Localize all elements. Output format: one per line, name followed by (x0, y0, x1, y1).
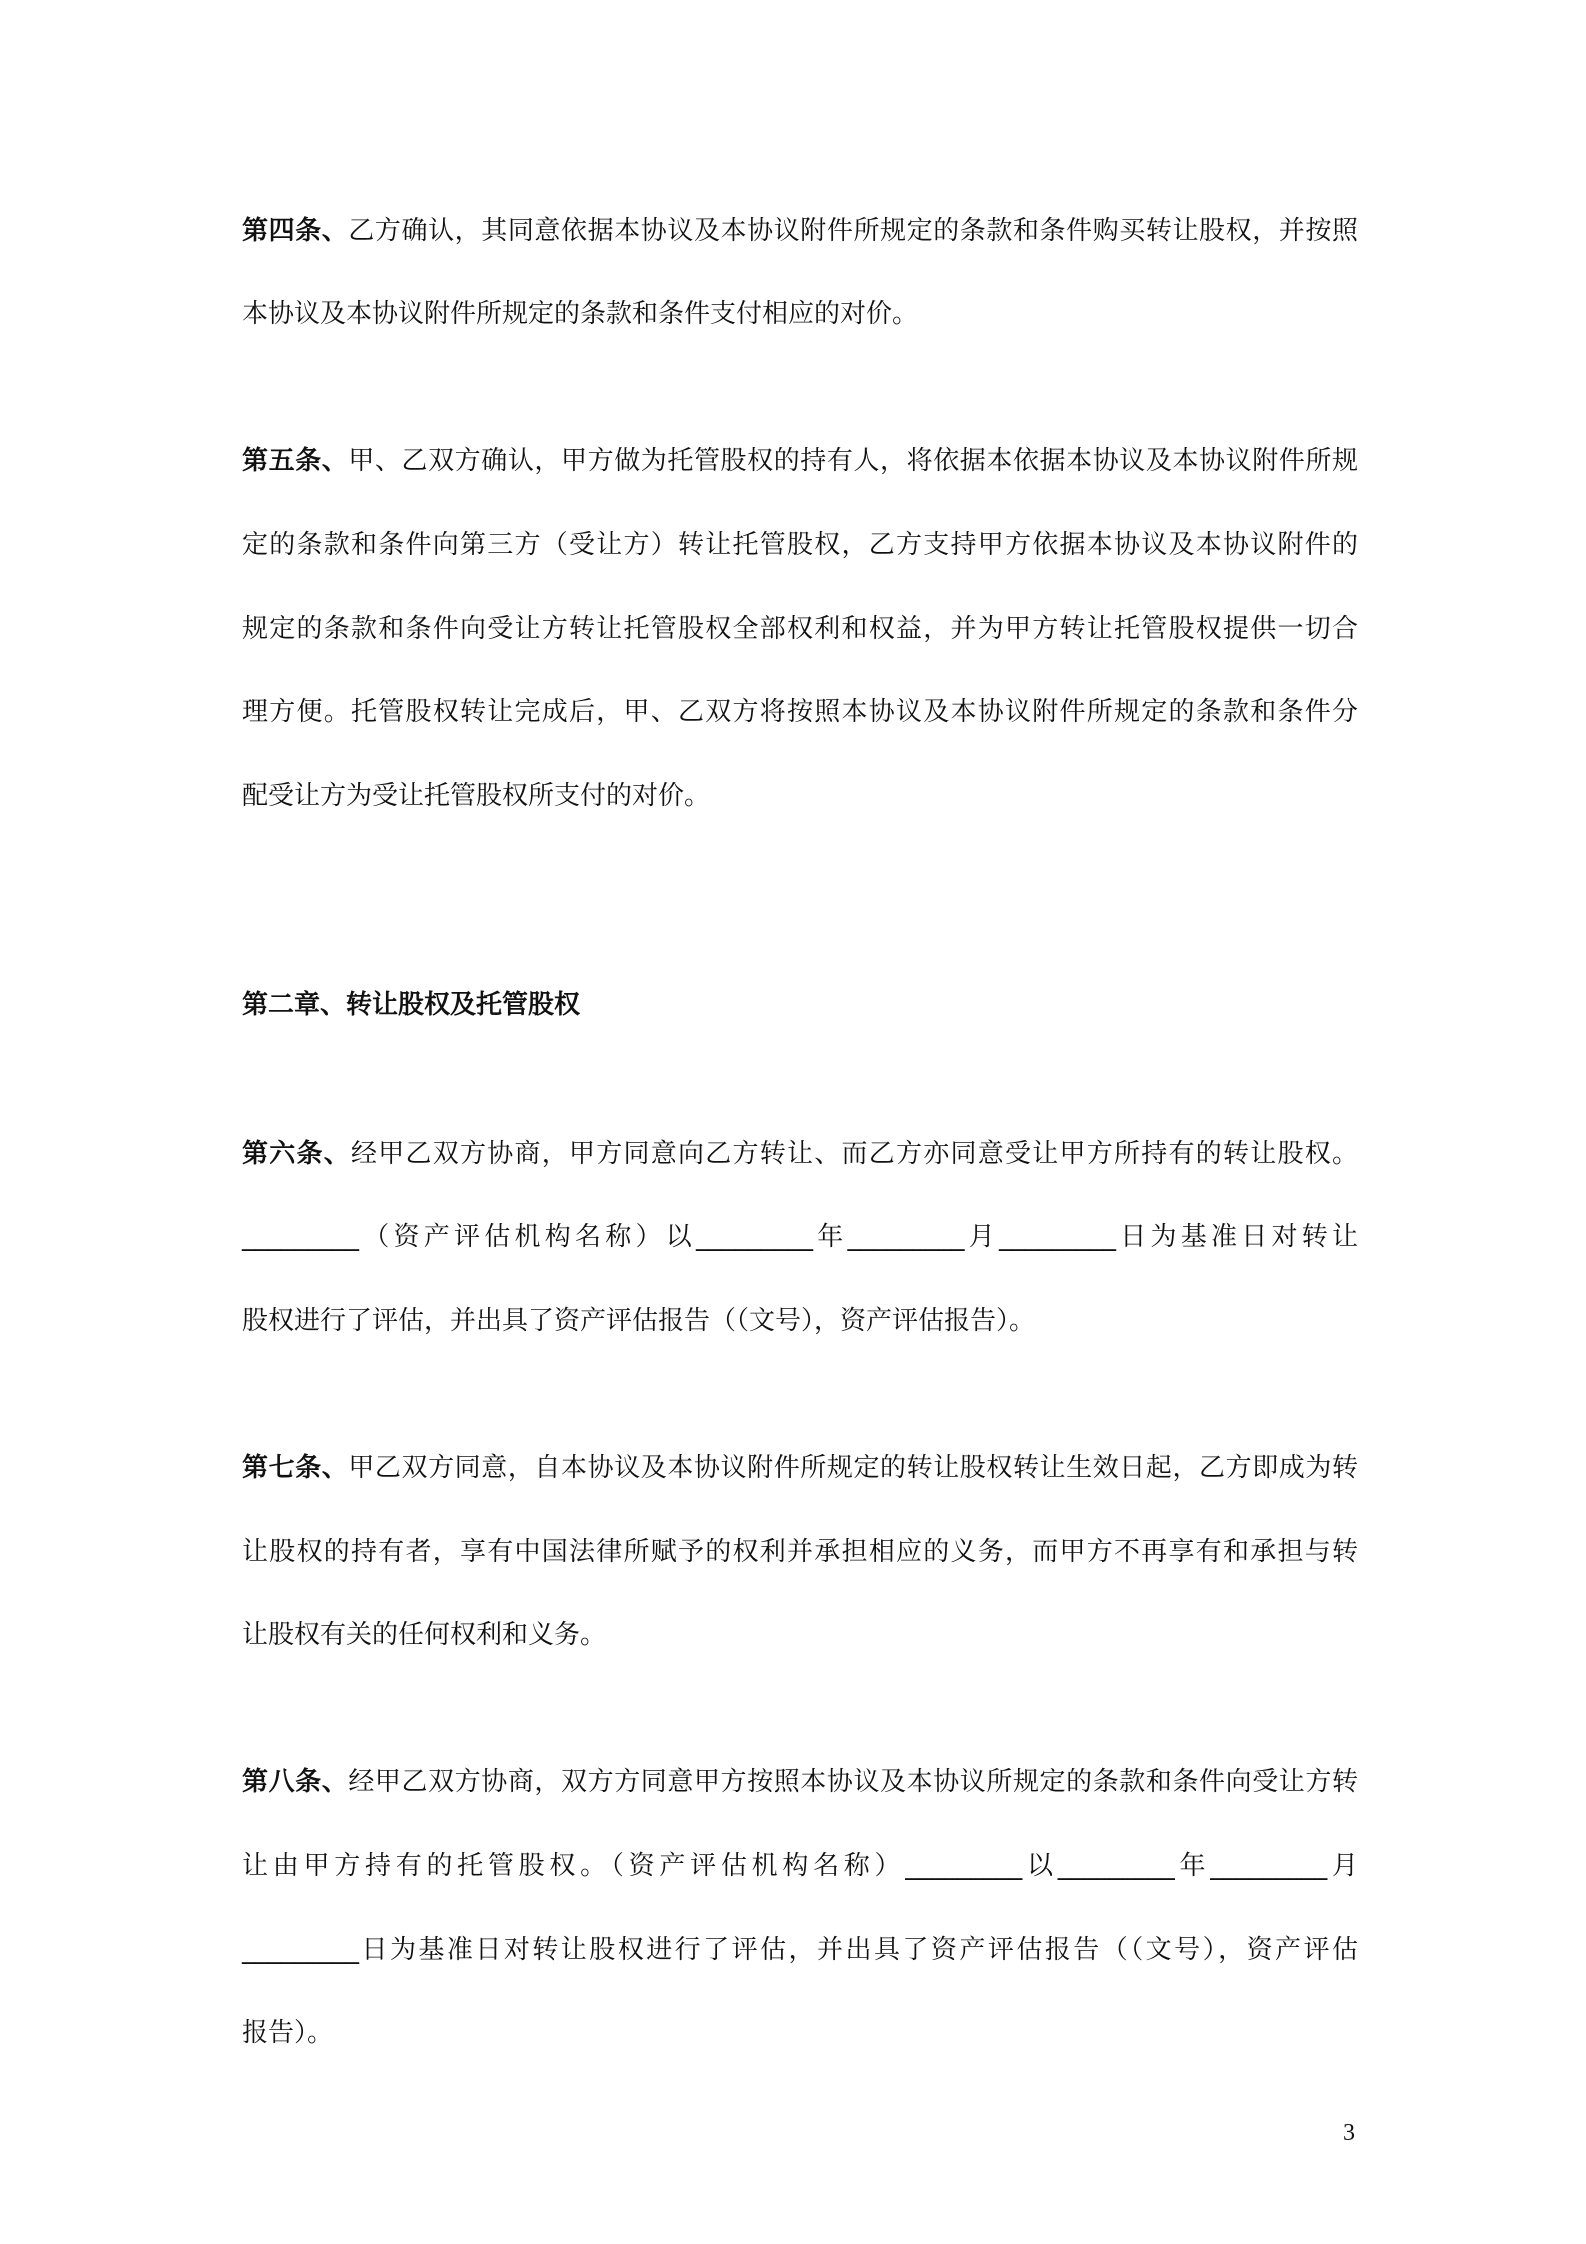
article-5-line-2: 定的条款和条件向第三方（受让方）转让托管股权，乙方支持甲方依据本协议及本协议附件的 (242, 530, 1358, 560)
line-text: 甲乙双方同意，自本协议及本协议附件所规定的转让股权转让生效日起，乙方即成为转 (348, 1453, 1358, 1483)
article-6-line-3: 股权进行了评估，并出具了资产评估报告（（文号），资产评估报告）。 (242, 1306, 1036, 1336)
article-6-line-1 (242, 1137, 1358, 1171)
article-7-line-1 (242, 1451, 1358, 1485)
article-8-line-2: 让由甲方持有的托管股权。（资产评估机构名称）_________以_________年_________月 (242, 1851, 1358, 1881)
article-5-line-4: 理方便。托管股权转让完成后，甲、乙双方将按照本协议及本协议附件所规定的条款和条件分 (242, 697, 1358, 727)
article-4-line-1 (242, 214, 1358, 248)
chapter-heading: 第二章、转让股权及托管股权 (242, 990, 581, 1020)
article-5-line-1 (242, 444, 1358, 478)
article-4-line-2: 本协议及本协议附件所规定的条款和条件支付相应的对价。 (242, 299, 919, 329)
article-5-line-3: 规定的条款和条件向受让方转让托管股权全部权利和权益，并为甲方转让托管股权提供一切合 (242, 614, 1358, 644)
article-label: 第四条、 (242, 216, 349, 246)
article-6-line-2: _________（资产评估机构名称）以_________年_________月_________日为基准日对转让 (242, 1222, 1358, 1252)
article-8-line-4: 报告）。 (242, 2018, 334, 2048)
article-8-line-1 (242, 1765, 1358, 1799)
line-text: 甲、乙双方确认，甲方做为托管股权的持有人，将依据本依据本协议及本协议附件所规 (348, 446, 1358, 476)
line-text: 经甲乙双方协商，双方方同意甲方按照本协议及本协议所规定的条款和条件向受让方转 (348, 1767, 1358, 1797)
article-8-line-3: _________日为基准日对转让股权进行了评估，并出具了资产评估报告（（文号），资产评估 (242, 1935, 1358, 1965)
article-label: 第五条、 (242, 446, 349, 476)
line-text: 乙方确认，其同意依据本协议及本协议附件所规定的条款和条件购买转让股权，并按照 (348, 216, 1358, 246)
article-label: 第八条、 (242, 1767, 349, 1797)
article-5-line-5: 配受让方为受让托管股权所支付的对价。 (242, 781, 711, 811)
article-7-line-2: 让股权的持有者，享有中国法律所赋予的权利并承担相应的义务，而甲方不再享有和承担与转 (242, 1537, 1358, 1567)
line-text: 经甲乙双方协商，甲方同意向乙方转让、而乙方亦同意受让甲方所持有的转让股权。 (351, 1139, 1358, 1169)
page-number: 3 (1343, 2120, 1355, 2146)
article-label: 第六条、 (242, 1139, 351, 1169)
article-label: 第七条、 (242, 1453, 349, 1483)
article-7-line-3: 让股权有关的任何权利和义务。 (242, 1620, 607, 1650)
